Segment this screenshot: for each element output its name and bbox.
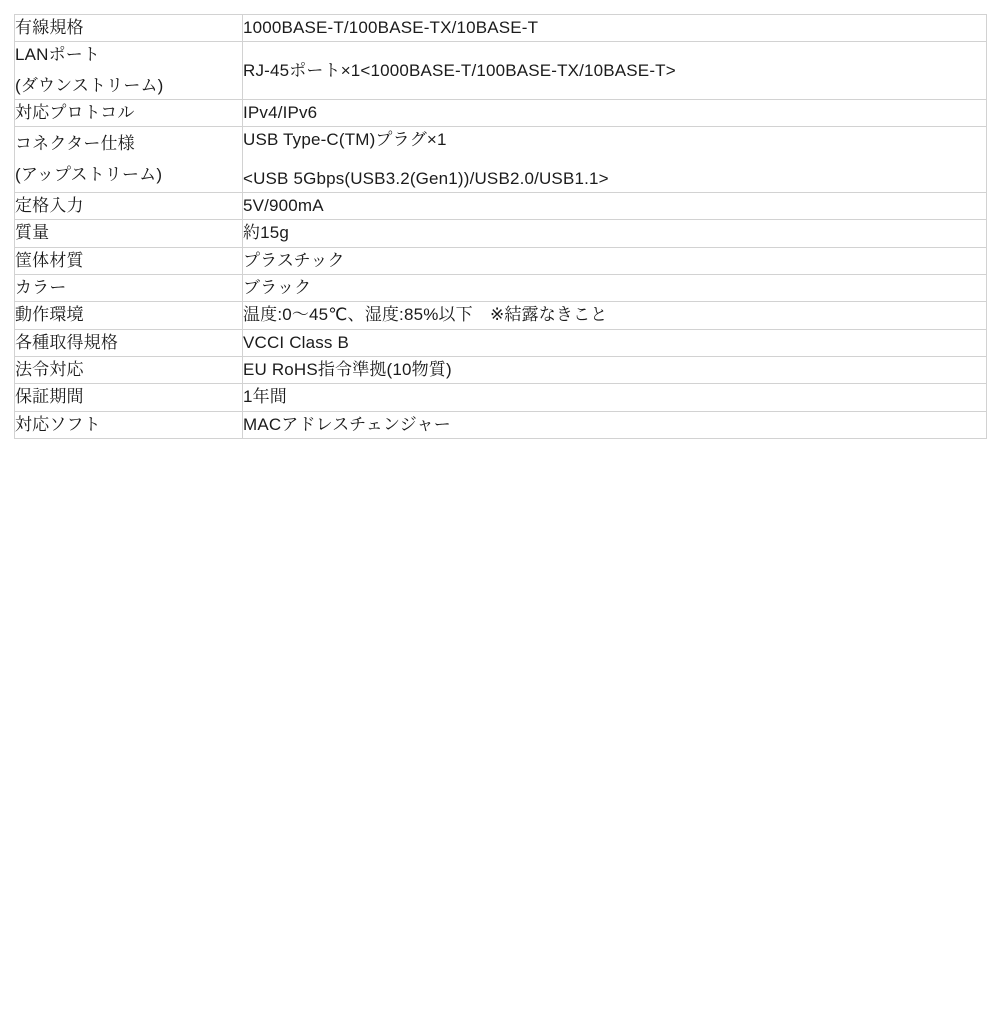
spec-label-line: 保証期間	[15, 387, 84, 407]
spec-label-cell	[15, 127, 243, 193]
spec-value-line: VCCI Class B	[243, 332, 349, 352]
spec-label-line: コネクター仕様	[15, 134, 135, 154]
spec-label-cell	[15, 220, 243, 247]
spec-value-line: <USB 5Gbps(USB3.2(Gen1))/USB2.0/USB1.1>	[243, 168, 609, 188]
spec-value-line: ブラック	[243, 278, 312, 298]
spec-label-cell	[15, 100, 243, 127]
spec-value-cell	[243, 42, 987, 100]
spec-label-cell	[15, 15, 243, 42]
spec-value-line: USB Type-C(TM)プラグ×1	[243, 130, 447, 150]
spec-label-cell	[15, 275, 243, 302]
spec-label-line: 筐体材質	[15, 250, 84, 270]
spec-label-line: 各種取得規格	[15, 332, 119, 352]
spec-label-cell	[15, 411, 243, 438]
spec-value-cell	[243, 220, 987, 247]
spec-label-line: 有線規格	[15, 18, 84, 37]
table-row	[15, 247, 987, 274]
spec-value-line: IPv4/IPv6	[243, 103, 318, 123]
spec-value-line: プラスチック	[243, 250, 345, 270]
spec-label-line: 対応ソフト	[15, 414, 101, 434]
spec-label-line: 動作環境	[15, 305, 84, 325]
spec-value-cell	[243, 384, 987, 411]
spec-value-line: EU RoHS指令準拠(10物質)	[243, 360, 452, 380]
spec-label-cell	[15, 357, 243, 384]
table-row	[15, 411, 987, 438]
table-row	[15, 15, 987, 42]
spec-value-cell	[243, 247, 987, 274]
spec-value-cell	[243, 193, 987, 220]
spec-value-line: 1年間	[243, 387, 287, 407]
spec-value-line: 温度:0〜45℃、湿度:85%以下 ※結露なきこと	[243, 305, 608, 325]
spec-label-line: (アップストリーム)	[15, 164, 163, 184]
spec-value-line: 約15g	[243, 223, 290, 243]
spec-label-line: LANポート	[15, 45, 101, 65]
table-row	[15, 193, 987, 220]
spec-value-line: RJ-45ポート×1<1000BASE-T/100BASE-TX/10BASE-T>	[243, 60, 676, 80]
specification-table	[14, 14, 987, 439]
table-row	[15, 384, 987, 411]
spec-label-cell	[15, 193, 243, 220]
spec-label-cell	[15, 42, 243, 100]
table-row	[15, 100, 987, 127]
table-row	[15, 220, 987, 247]
spec-value-cell	[243, 302, 987, 329]
spec-label-line: 質量	[15, 223, 50, 243]
spec-value-line: 5V/900mA	[243, 196, 324, 216]
spec-label-cell	[15, 302, 243, 329]
table-row	[15, 42, 987, 100]
spec-value-cell	[243, 411, 987, 438]
spec-label-cell	[15, 329, 243, 356]
spec-value-cell	[243, 329, 987, 356]
spec-label-line: 対応プロトコル	[15, 103, 135, 123]
specification-table-body	[15, 15, 987, 439]
spec-label-line: カラー	[15, 278, 67, 298]
spec-value-cell	[243, 100, 987, 127]
spec-label-line: (ダウンストリーム)	[15, 75, 164, 95]
table-row	[15, 329, 987, 356]
table-row	[15, 127, 987, 193]
spec-label-line: 法令対応	[15, 360, 84, 380]
spec-value-cell	[243, 15, 987, 42]
spec-value-line: MACアドレスチェンジャー	[243, 414, 451, 434]
spec-value-line: 1000BASE-T/100BASE-TX/10BASE-T	[243, 18, 539, 37]
document-page	[0, 14, 1000, 1014]
spec-value-cell	[243, 275, 987, 302]
spec-value-cell	[243, 357, 987, 384]
spec-label-cell	[15, 247, 243, 274]
spec-label-line: 定格入力	[15, 196, 84, 216]
spec-value-cell	[243, 127, 987, 193]
table-row	[15, 357, 987, 384]
spec-label-cell	[15, 384, 243, 411]
table-row	[15, 302, 987, 329]
table-row	[15, 275, 987, 302]
